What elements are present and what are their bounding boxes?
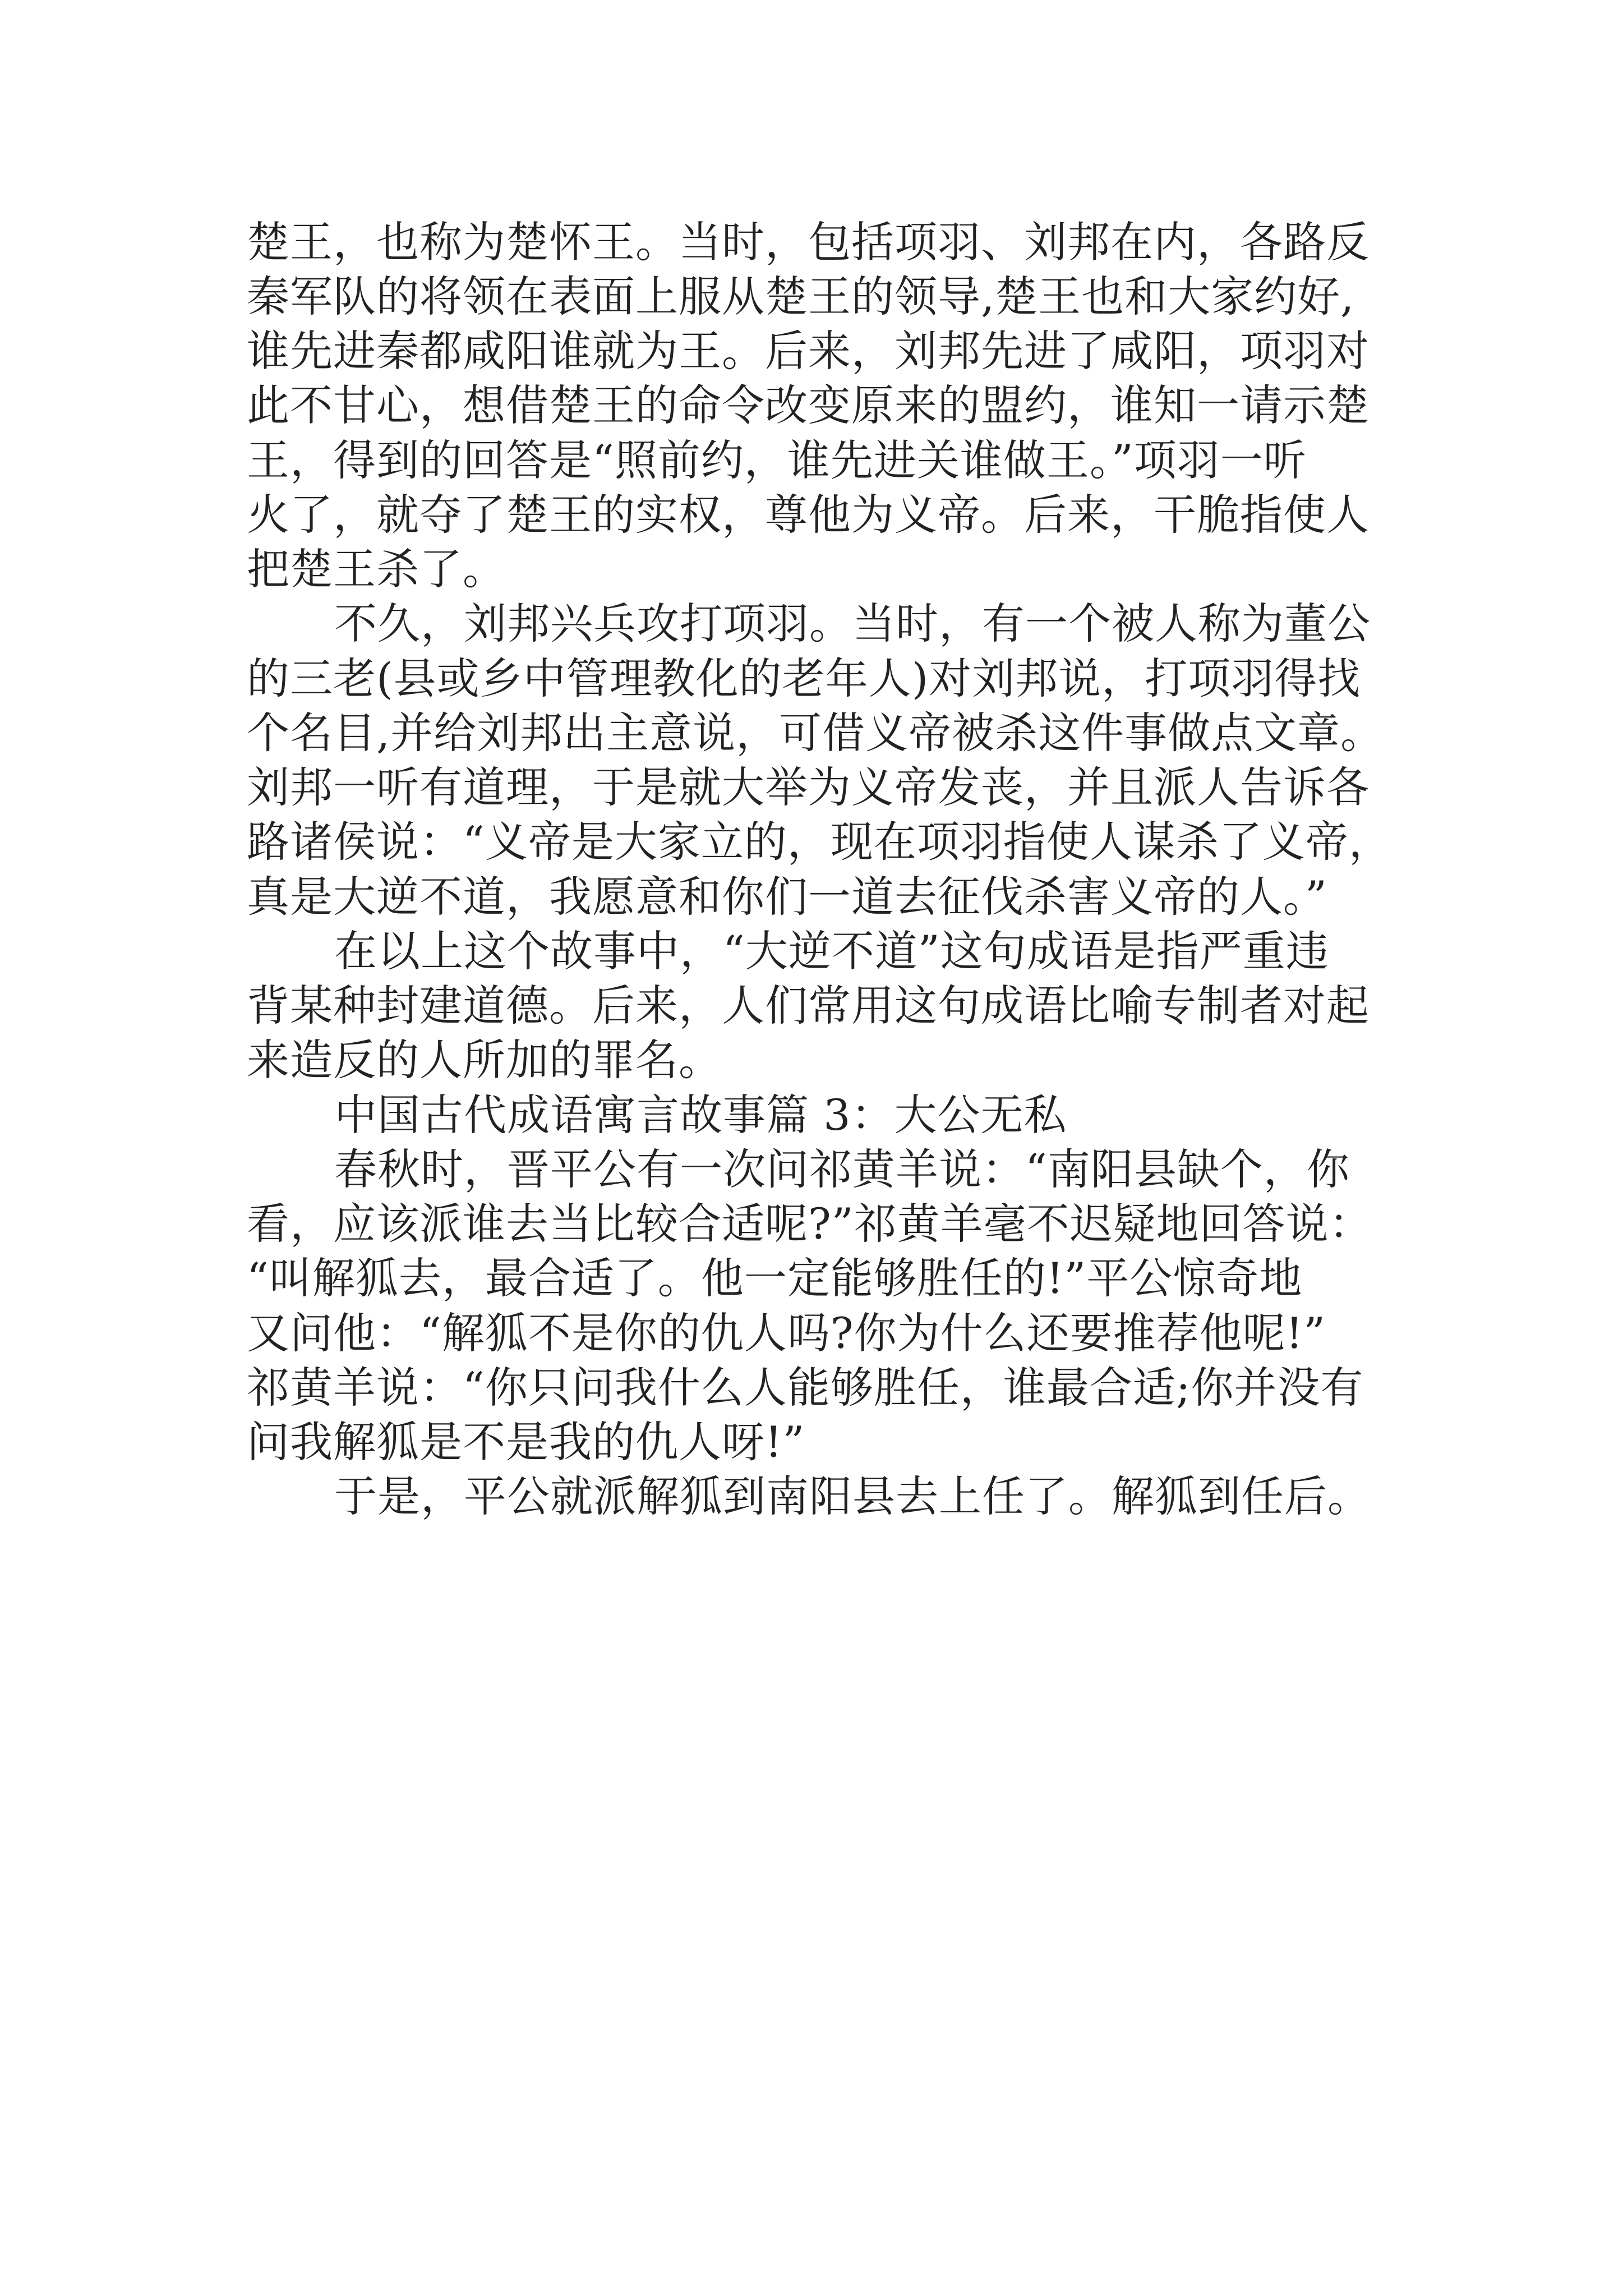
text-line: 的三老(县或乡中管理教化的老年人)对刘邦说，打项羽得找 bbox=[247, 654, 1361, 703]
text-line: “叫解狐去，最合适了。他一定能够胜任的!”平公惊奇地 bbox=[247, 1253, 1303, 1303]
text-line: 王，得到的回答是“照前约，谁先进关谁做王。”项羽一听 bbox=[247, 435, 1307, 485]
text-line: 楚王，也称为楚怀王。当时，包括项羽、刘邦在内，各路反 bbox=[247, 217, 1370, 267]
text-line: 看，应该派谁去当比较合适呢?”祁黄羊毫不迟疑地回答说： bbox=[247, 1199, 1372, 1249]
text-line: 背某种封建道德。后来，人们常用这句成语比喻专制者对起 bbox=[247, 981, 1370, 1030]
text-line: 在以上这个故事中，“大逆不道”这句成语是指严重违 bbox=[334, 926, 1329, 976]
text-line: 于是，平公就派解狐到南阳县去上任了。解狐到任后。 bbox=[334, 1471, 1371, 1521]
text-line: 秦军队的将领在表面上服从楚王的领导,楚王也和大家约好, bbox=[247, 272, 1355, 321]
text-line: 真是大逆不道，我愿意和你们一道去征伐杀害义帝的人。” bbox=[247, 872, 1327, 922]
text-line: 问我解狐是不是我的仇人呀!” bbox=[247, 1417, 805, 1467]
text-line: 来造反的人所加的罪名。 bbox=[247, 1035, 722, 1085]
section-heading: 中国古代成语寓言故事篇 3：大公无私 bbox=[334, 1090, 1067, 1140]
text-line: 谁先进秦都咸阳谁就为王。后来，刘邦先进了咸阳，项羽对 bbox=[247, 326, 1370, 376]
text-line: 个名目,并给刘邦出主意说，可借义帝被杀这件事做点文章。 bbox=[247, 708, 1384, 758]
text-line: 不久，刘邦兴兵攻打项羽。当时，有一个被人称为董公 bbox=[334, 599, 1371, 648]
text-line: 路诸侯说：“义帝是大家立的，现在项羽指使人谋杀了义帝， bbox=[247, 817, 1392, 867]
text-line: 把楚王杀了。 bbox=[247, 544, 506, 594]
text-line: 春秋时，晋平公有一次问祁黄羊说：“南阳县缺个，你 bbox=[334, 1144, 1350, 1194]
text-line: 祁黄羊说：“你只问我什么人能够胜任，谁最合适;你并没有 bbox=[247, 1363, 1364, 1412]
text-line: 此不甘心，想借楚王的命令改变原来的盟约，谁知一请示楚 bbox=[247, 380, 1370, 430]
text-line: 刘邦一听有道理，于是就大举为义帝发丧，并且派人告诉各 bbox=[247, 762, 1370, 812]
text-line: 火了，就夺了楚王的实权，尊他为义帝。后来，干脆指使人 bbox=[247, 490, 1370, 540]
text-line: 又问他：“解狐不是你的仇人吗?你为什么还要推荐他呢!” bbox=[247, 1308, 1326, 1358]
